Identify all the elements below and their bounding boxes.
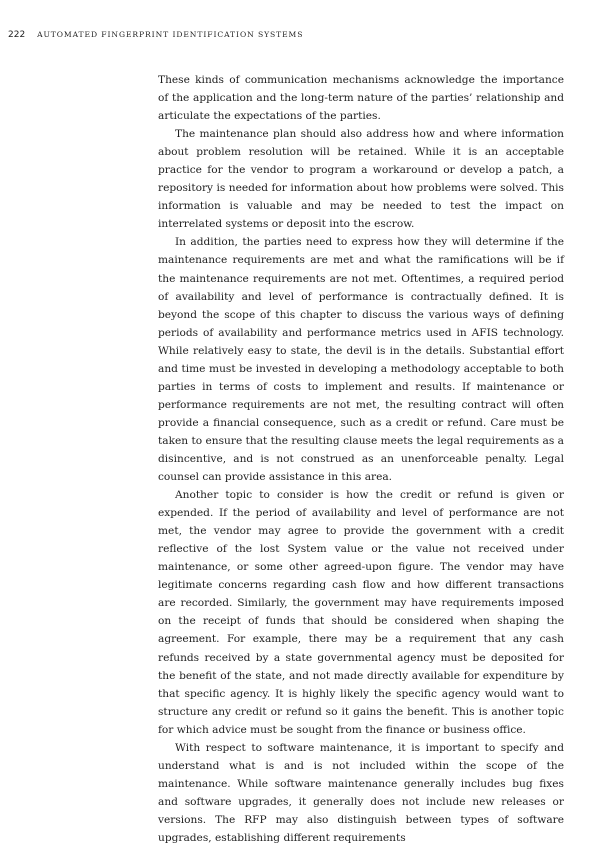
paragraph-maintenance-requirements: In addition, the parties need to express how they will determine if the maintenance requirements are met and what the ramifications will be if the maintenance requirements are not met. Oftentimes, a required period of availability and level of performance is contractually defined. It is beyond the scope of this chapter to discuss the various ways of defining periods of availability and performance metrics used in AFIS technology. While relatively easy to state, the devil is in the details. Substantial effort and time must be invested in developing a methodology acceptable to both parties in terms of costs to implement and results. If maintenance or performance requirements are not met, the resulting contract will often provide a financial consequence, such as a credit or refund. Care must be taken to ensure that the resulting clause meets the legal requirements as a disincentive, and is not construed as an unenforceable penalty. Legal counsel can provide assistance in this area. xyxy=(158,236,564,484)
page-number: 222 xyxy=(8,30,26,40)
paragraph-software-maintenance: With respect to software maintenance, it is important to specify and understand what is and is not included within the scope of the maintenance. While software maintenance generally includes bug fixes and software upgrades, it generally does not include new releases or versions. The RFP may also distinguish between types of software upgrades, establishing different requirements xyxy=(158,741,564,844)
body-text xyxy=(158,71,564,847)
paragraph-credit-refund: Another topic to consider is how the credit or refund is given or expended. If the period of availability and level of performance are not met, the vendor may agree to provide the government with a credit reflective of the lost System value or the value not received under maintenance, or some other agreed-upon figure. The vendor may have legitimate concerns regarding cash flow and how different transactions are recorded. Similarly, the government may have requirements imposed on the receipt of funds that should be considered when shaping the agreement. For example, there may be a requirement that any cash refunds received by a state governmental agency must be deposited for the benefit of the state, and not made directly available for expenditure by that specific agency. It is highly likely the specific agency would want to structure any credit or refund so it gains the benefit. This is another topic for which advice must be sought from the finance or business office. xyxy=(158,489,564,736)
paragraph-communication: These kinds of communication mechanisms acknowledge the importance of the application and the long-term nature of the parties’ relationship and articulate the expectations of the parties. xyxy=(158,74,564,123)
running-title: AUTOMATED FINGERPRINT IDENTIFICATION SYSTEMS xyxy=(37,30,304,39)
paragraph-problem-resolution: The maintenance plan should also address how and where information about problem resolution will be retained. While it is an acceptable practice for the vendor to program a workaround or develop a patch, a repository is needed for information about how problems were solved. This information is valuable and may be needed to test the impact on interrelated systems or deposit into the escrow. xyxy=(158,128,564,231)
running-header xyxy=(8,31,303,40)
